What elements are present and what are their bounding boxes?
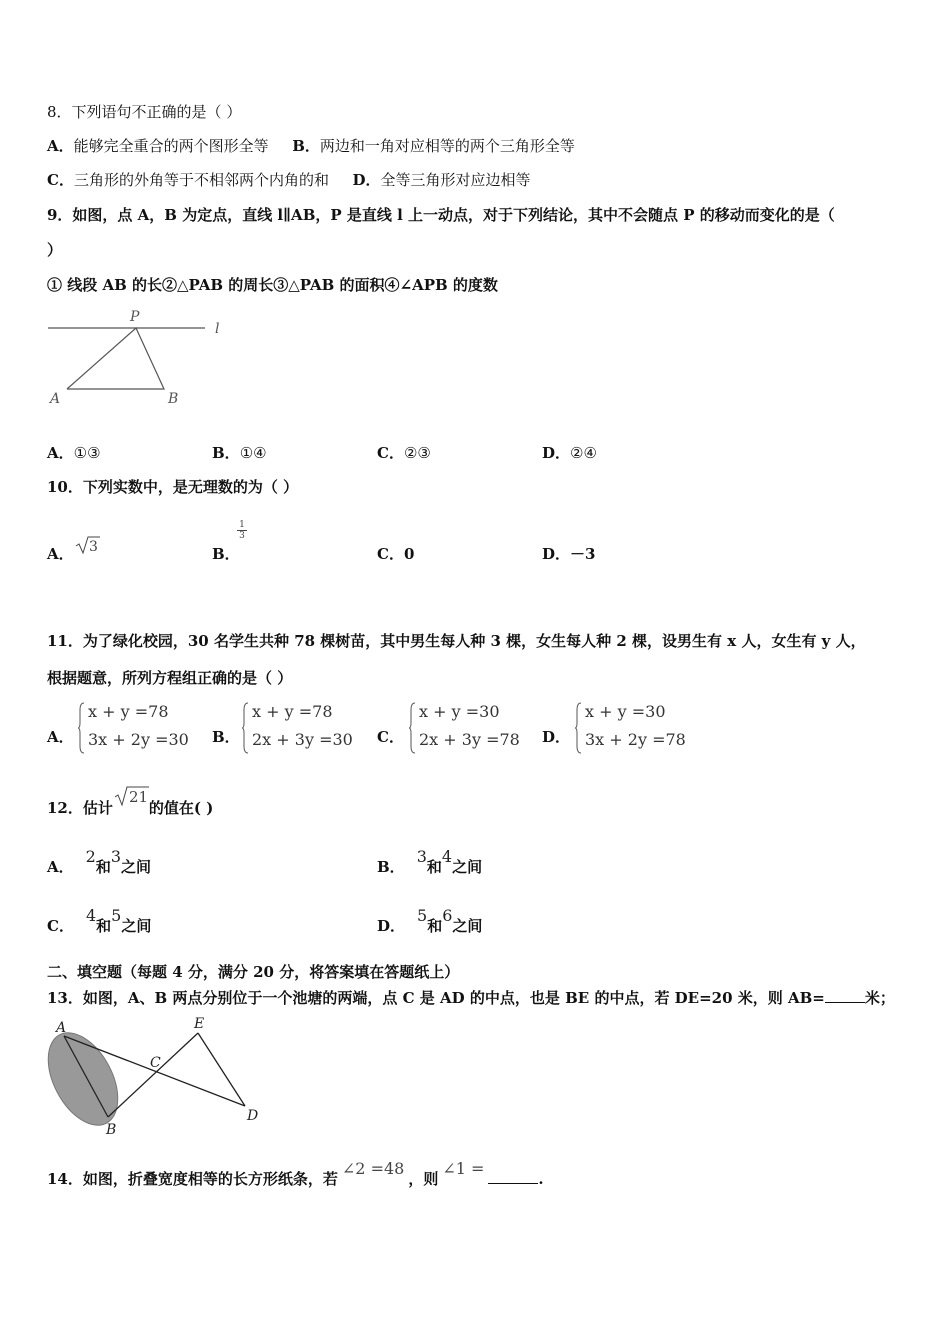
q8-stem: 8．下列语句不正确的是（ ） — [47, 103, 242, 121]
q12-sqrt21 — [114, 784, 150, 808]
q11-option-d-label: D． — [542, 728, 571, 746]
q12-option-c: C．4和5之间 — [47, 906, 152, 935]
q11-option-c-label: C． — [377, 728, 404, 746]
q9-figure — [40, 303, 240, 413]
label-a: A — [50, 391, 61, 407]
q8-option-c: 三角形的外角等于不相邻两个内角的和 — [73, 171, 329, 189]
label-l: l — [215, 321, 220, 337]
label-c: C — [150, 1055, 161, 1071]
q9-stem-line2: ） — [47, 241, 63, 259]
q13-answer-blank[interactable] — [825, 988, 865, 1003]
q9-option-b: B．①④ — [212, 444, 267, 462]
angle-1-expr: ∠1 = — [442, 1159, 485, 1178]
q8-options-row1 — [47, 136, 575, 156]
q10-sqrt3 — [75, 534, 101, 556]
angle-2-expr: ∠2 =48 — [341, 1159, 405, 1178]
q10-fraction: 1 3 — [237, 520, 247, 541]
label-b: B — [106, 1122, 117, 1138]
pond — [40, 1021, 132, 1137]
triangle-pab — [67, 328, 164, 389]
label-b: B — [168, 391, 179, 407]
q8-option-a: 能够完全重合的两个图形全等 — [73, 137, 269, 155]
q9-conclusions: ① 线段 AB 的长②△PAB 的周长③△PAB 的面积④∠APB 的度数 — [47, 276, 498, 294]
q8-option-b: 两边和一角对应相等的两个三角形全等 — [319, 137, 575, 155]
label-p: P — [130, 309, 140, 325]
q10-option-b: B． — [212, 545, 240, 563]
q8-option-a-label: A． — [47, 137, 74, 155]
q10-option-d: D．－3 — [542, 545, 596, 563]
q8-option-c-label: C． — [47, 171, 74, 189]
q8-option-b-label: B． — [292, 137, 320, 155]
q13-figure — [40, 1012, 270, 1142]
q10-option-a: A． — [47, 545, 74, 563]
q11-option-b-label: B． — [212, 728, 240, 746]
q10-stem: 10．下列实数中，是无理数的为（ ） — [47, 478, 299, 496]
q14-answer-blank[interactable] — [488, 1169, 538, 1184]
label-d: D — [247, 1108, 259, 1124]
label-a: A — [56, 1020, 67, 1036]
q8-options-row2 — [47, 170, 531, 190]
q8-option-d-label: D． — [352, 171, 381, 189]
svg-text:21: 21 — [129, 788, 149, 806]
q11-option-a-label: A． — [47, 728, 74, 746]
q14-stem: 14．如图，折叠宽度相等的长方形纸条，若∠2 =48，则∠1 =. — [47, 1159, 544, 1188]
q12-option-d: D．5和6之间 — [377, 906, 483, 935]
q12-option-a: A．2和3之间 — [47, 847, 152, 876]
svg-text:3: 3 — [89, 539, 98, 555]
q13-stem: 13．如图，A、B 两点分别位于一个池塘的两端，点 C 是 AD 的中点，也是 BE 的中点，若 DE=20 米，则 AB= 米； — [47, 989, 895, 1007]
q11-stem-line1: 11．为了绿化校园，30 名学生共种 78 棵树苗，其中男生每人种 3 棵，女生每人种 2 棵，设男生有 x 人，女生有 y 人， — [47, 632, 866, 650]
q12-option-b: B．3和4之间 — [377, 847, 483, 876]
q12-stem: 12．估计 的值在( ) — [47, 799, 214, 817]
q8-option-d: 全等三角形对应边相等 — [380, 171, 531, 189]
q9-option-a: A．①③ — [47, 444, 101, 462]
q9-option-d: D．②④ — [542, 444, 597, 462]
q11-stem-line2: 根据题意，所列方程组正确的是（ ） — [47, 669, 293, 687]
section2-title: 二、填空题（每题 4 分，满分 20 分，将答案填在答题纸上） — [47, 963, 460, 981]
q9-stem-line1: 9．如图，点 A，B 为定点，直线 l∥AB，P 是直线 l 上一动点，对于下列结论，其中不会随点 P 的移动而变化的是（ — [47, 206, 835, 224]
q10-option-c: C．0 — [377, 545, 415, 563]
q9-option-c: C．②③ — [377, 444, 431, 462]
label-e: E — [194, 1016, 205, 1032]
